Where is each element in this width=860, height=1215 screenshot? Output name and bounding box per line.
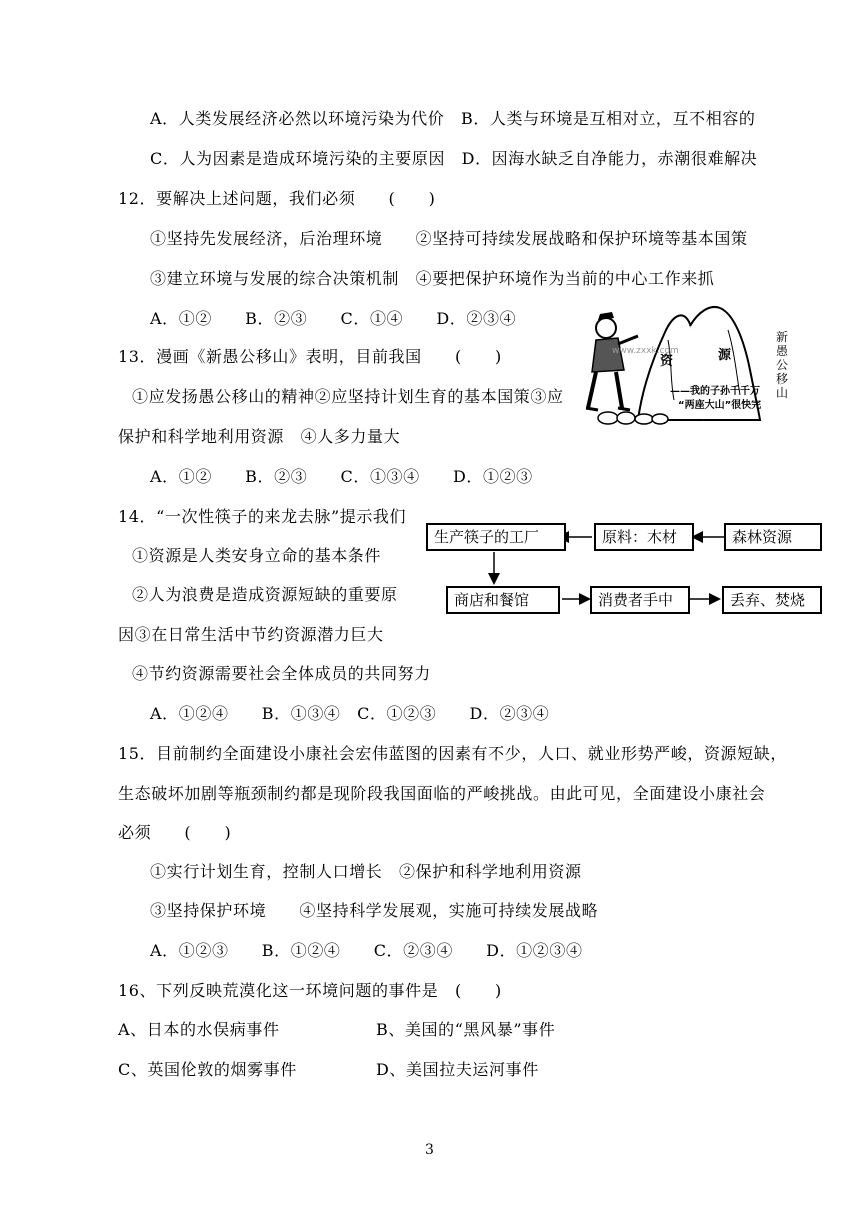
q16-option-b: B、美国的“黑风暴”事件: [376, 1020, 556, 1039]
cartoon-mountain-label-left: 资: [660, 354, 674, 369]
flow-box-wood: 原料：木材: [594, 523, 694, 551]
cartoon-title-vertical: 新愚公移山: [776, 330, 789, 400]
q12-choices: A．①② B．②③ C．①④ D．②③④: [150, 309, 517, 328]
q15-stem-line3: 必须 ( ): [118, 823, 232, 842]
q12-statement-12: ①坚持先发展经济，后治理环境 ②坚持可持续发展战略和保护环境等基本国策: [150, 229, 748, 248]
q15-statement-34: ③坚持保护环境 ④坚持科学发展观，实施可持续发展战略: [150, 901, 599, 920]
q11-options-ab: A．人类发展经济必然以环境污染为代价 B．人类与环境是互相对立，互不相容的: [150, 109, 756, 128]
chopsticks-flow-diagram: [420, 512, 830, 622]
flow-box-factory: 生产筷子的工厂: [426, 523, 566, 551]
q14-stem: 14．“一次性筷子的来龙去脉”提示我们: [118, 507, 407, 526]
q15-choices: A．①②③ B．①②④ C．②③④ D．①②③④: [150, 941, 583, 960]
q16-stem: 16、下列反映荒漠化这一环境问题的事件是 ( ): [118, 981, 502, 1000]
q16-option-a: A、日本的水俣病事件: [118, 1020, 280, 1039]
q16-option-c: C、英国伦敦的烟雾事件: [118, 1060, 297, 1079]
q13-statement-line2: 保护和科学地利用资源 ④人多力量大: [118, 427, 401, 446]
page-number: 3: [425, 1142, 434, 1158]
q14-statement-2: ②人为浪费是造成资源短缺的重要原: [132, 585, 398, 604]
q13-choices: A．①② B．②③ C．①③④ D．①②③: [150, 467, 533, 486]
q15-stem-line2: 生态破坏加剧等瓶颈制约都是现阶段我国面临的严峻挑战。由此可见，全面建设小康社会: [118, 784, 766, 803]
q15-statement-12: ①实行计划生育，控制人口增长 ②保护和科学地利用资源: [150, 862, 582, 881]
cartoon-watermark: www.zxxk.com: [612, 346, 679, 356]
flow-box-discard: 丢弃、焚烧: [722, 586, 822, 614]
q14-statement-4: ④节约资源需要社会全体成员的共同努力: [132, 664, 431, 683]
cartoon-caption-2: “两座大山”很快完: [678, 400, 762, 411]
cartoon-caption-1: ——我的子孙千千万: [670, 386, 760, 397]
cartoon-new-yugong: [578, 300, 800, 425]
cartoon-mountain-label-right: 源: [718, 348, 732, 363]
flow-box-consumer: 消费者手中: [590, 586, 690, 614]
q16-option-d: D、美国拉夫运河事件: [376, 1060, 539, 1079]
q12-statement-34: ③建立环境与发展的综合决策机制 ④要把保护环境作为当前的中心工作来抓: [150, 269, 715, 288]
q14-choices: A．①②④ B．①③④ C．①②③ D．②③④: [150, 704, 550, 723]
q14-statement-1: ①资源是人类安身立命的基本条件: [132, 546, 382, 565]
flow-box-forest: 森林资源: [724, 523, 822, 551]
q12-stem: 12．要解决上述问题，我们必须 ( ): [118, 189, 436, 208]
q11-options-cd: C．人为因素是造成环境污染的主要原因 D．因海水缺乏自净能力，赤潮很难解决: [150, 149, 758, 168]
q13-stem: 13．漫画《新愚公移山》表明，目前我国 ( ): [118, 347, 502, 366]
q13-statement-line1: ①应发扬愚公移山的精神②应坚持计划生育的基本国策③应: [132, 387, 564, 406]
q15-stem-line1: 15．目前制约全面建设小康社会宏伟蓝图的因素有不少，人口、就业形势严峻，资源短缺，: [118, 744, 787, 763]
q14-statement-3: 因③在日常生活中节约资源潜力巨大: [118, 625, 384, 644]
flow-box-shop: 商店和餐馆: [446, 586, 560, 614]
